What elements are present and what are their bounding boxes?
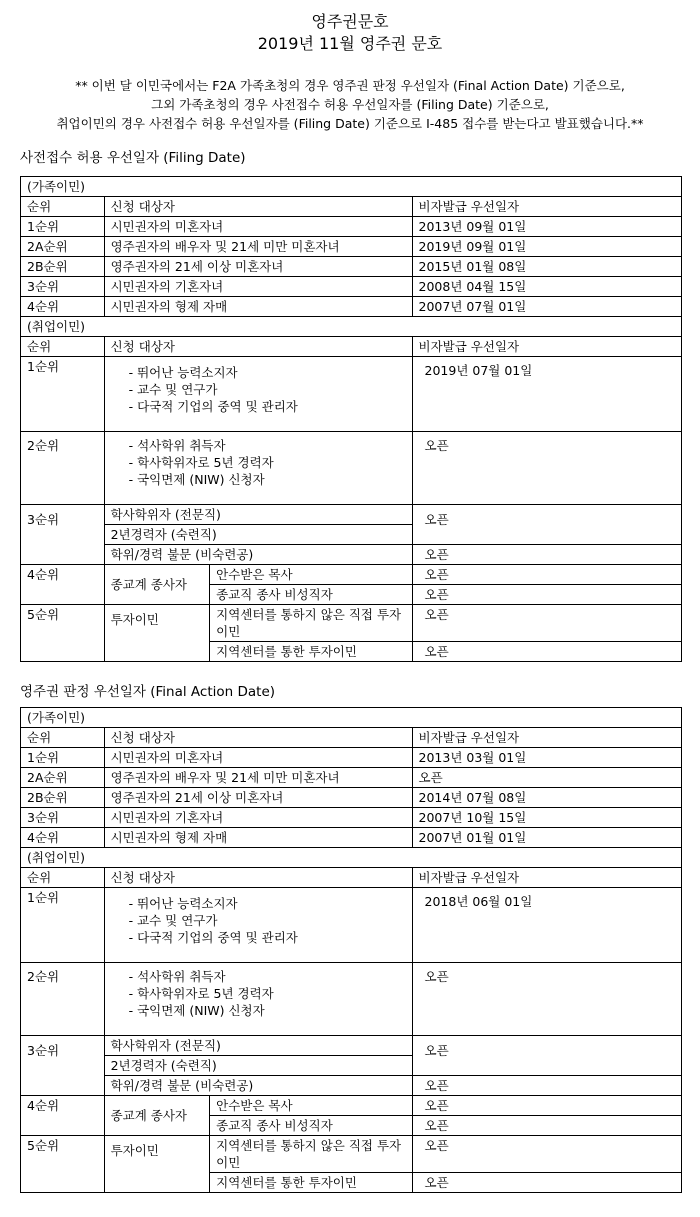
filing-table — [20, 176, 682, 662]
rank-cell: 2순위 — [21, 963, 105, 1036]
list-item: - 석사학위 취득자 — [129, 437, 406, 454]
applicant-cell: 시민권자의 미혼자녀 — [104, 748, 412, 768]
table-row — [21, 828, 682, 848]
rank-cell: 1순위 — [21, 888, 105, 963]
rank-cell: 5순위 — [21, 1136, 105, 1193]
family-label: (가족이민) — [21, 708, 682, 728]
page-subtitle: 2019년 11월 영주권 문호 — [257, 34, 443, 53]
date-cell: 2015년 01월 08일 — [412, 257, 681, 277]
group-cell: 투자이민 — [104, 605, 210, 662]
rank-cell: 3순위 — [21, 505, 105, 565]
rank-cell: 2B순위 — [21, 788, 105, 808]
applicant-cell: 시민권자의 형제 자매 — [104, 828, 412, 848]
rank-cell: 3순위 — [21, 1036, 105, 1096]
rank-cell: 4순위 — [21, 565, 105, 605]
final-section-title: 영주권 판정 우선일자 (Final Action Date) — [20, 684, 276, 700]
applicant-cell: 시민권자의 미혼자녀 — [104, 217, 412, 237]
table-row — [21, 1096, 682, 1116]
applicant-cell: 학사학위자 (전문직) — [104, 505, 412, 525]
table-row — [21, 1136, 682, 1173]
employment-label: (취업이민) — [21, 848, 682, 868]
header-row — [21, 868, 682, 888]
family-section-row — [21, 177, 682, 197]
applicant-cell: 종교직 종사 비성직자 — [210, 585, 412, 605]
family-section-row — [21, 708, 682, 728]
date-cell: 오픈 — [412, 432, 681, 505]
header-row — [21, 197, 682, 217]
applicant-cell: 시민권자의 기혼자녀 — [104, 808, 412, 828]
date-header: 비자발급 우선일자 — [412, 868, 681, 888]
rank-cell: 2B순위 — [21, 257, 105, 277]
table-row — [21, 432, 682, 505]
date-cell: 2007년 07월 01일 — [412, 297, 681, 317]
header-row — [21, 728, 682, 748]
table-row — [21, 505, 682, 525]
list-item: - 석사학위 취득자 — [129, 968, 406, 985]
rank-cell: 4순위 — [21, 297, 105, 317]
date-cell: 2018년 06월 01일 — [412, 888, 681, 963]
list-item: - 국익면제 (NIW) 신청자 — [129, 1002, 406, 1019]
date-cell: 2014년 07월 08일 — [412, 788, 681, 808]
header-row — [21, 337, 682, 357]
table-row — [21, 257, 682, 277]
table-row — [21, 217, 682, 237]
date-cell: 오픈 — [412, 1096, 681, 1116]
date-cell: 2019년 09월 01일 — [412, 237, 681, 257]
applicant-cell: 2년경력자 (숙련직) — [104, 525, 412, 545]
applicant-cell — [104, 888, 412, 963]
applicant-header: 신청 대상자 — [104, 337, 412, 357]
table-row — [21, 545, 682, 565]
applicant-cell: 시민권자의 기혼자녀 — [104, 277, 412, 297]
rank-cell: 4순위 — [21, 1096, 105, 1136]
employment-section-row — [21, 848, 682, 868]
group-cell: 투자이민 — [104, 1136, 210, 1193]
applicant-cell: 학사학위자 (전문직) — [104, 1036, 412, 1056]
applicant-cell: 영주권자의 배우자 및 21세 미만 미혼자녀 — [104, 237, 412, 257]
final-table — [20, 707, 682, 1193]
date-cell: 오픈 — [412, 605, 681, 642]
date-cell: 오픈 — [412, 642, 681, 662]
applicant-cell: 안수받은 목사 — [210, 1096, 412, 1116]
rank-cell: 2A순위 — [21, 237, 105, 257]
list-item: - 다국적 기업의 중역 및 관리자 — [129, 929, 406, 946]
date-header: 비자발급 우선일자 — [412, 337, 681, 357]
rank-cell: 2A순위 — [21, 768, 105, 788]
table-row — [21, 1076, 682, 1096]
list-item: - 교수 및 연구가 — [129, 381, 406, 398]
applicant-cell: 시민권자의 형제 자매 — [104, 297, 412, 317]
rank-cell: 4순위 — [21, 828, 105, 848]
rank-cell: 1순위 — [21, 748, 105, 768]
date-header: 비자발급 우선일자 — [412, 728, 681, 748]
applicant-cell — [104, 357, 412, 432]
table-row — [21, 788, 682, 808]
table-row — [21, 605, 682, 642]
applicant-cell: 지역센터를 통한 투자이민 — [210, 642, 412, 662]
applicant-cell: 학위/경력 불문 (비숙련공) — [104, 545, 412, 565]
date-cell: 오픈 — [412, 565, 681, 585]
rank-cell: 5순위 — [21, 605, 105, 662]
date-cell: 오픈 — [412, 963, 681, 1036]
group-cell: 종교계 종사자 — [104, 565, 210, 605]
table-row — [21, 277, 682, 297]
rank-cell: 2순위 — [21, 432, 105, 505]
applicant-cell: 지역센터를 통하지 않은 직접 투자이민 — [210, 1136, 412, 1173]
date-cell: 오픈 — [412, 545, 681, 565]
applicant-cell: 학위/경력 불문 (비숙련공) — [104, 1076, 412, 1096]
date-cell: 오픈 — [412, 585, 681, 605]
notice-line-3: 취업이민의 경우 사전접수 허용 우선일자를 (Filing Date) 기준으로 I-485 접수를 받는다고 발표했습니다.** — [56, 116, 644, 131]
rank-cell: 3순위 — [21, 277, 105, 297]
notice — [0, 76, 700, 133]
date-cell: 2019년 07월 01일 — [412, 357, 681, 432]
rank-header: 순위 — [21, 868, 105, 888]
table-row — [21, 357, 682, 432]
table-row — [21, 748, 682, 768]
page-title: 영주권문호 — [311, 12, 389, 31]
table-row — [21, 297, 682, 317]
date-header: 비자발급 우선일자 — [412, 197, 681, 217]
applicant-cell: 영주권자의 배우자 및 21세 미만 미혼자녀 — [104, 768, 412, 788]
rank-header: 순위 — [21, 728, 105, 748]
applicant-cell: 영주권자의 21세 이상 미혼자녀 — [104, 257, 412, 277]
applicant-cell: 2년경력자 (숙련직) — [104, 1056, 412, 1076]
date-cell: 2007년 10월 15일 — [412, 808, 681, 828]
family-label: (가족이민) — [21, 177, 682, 197]
date-cell: 오픈 — [412, 768, 681, 788]
date-cell: 오픈 — [412, 1076, 681, 1096]
applicant-header: 신청 대상자 — [104, 197, 412, 217]
table-row — [21, 963, 682, 1036]
filing-section-title: 사전접수 허용 우선일자 (Filing Date) — [20, 150, 246, 166]
list-item: - 국익면제 (NIW) 신청자 — [129, 471, 406, 488]
applicant-cell: 지역센터를 통하지 않은 직접 투자이민 — [210, 605, 412, 642]
table-row — [21, 237, 682, 257]
date-cell: 2013년 09월 01일 — [412, 217, 681, 237]
rank-cell: 1순위 — [21, 217, 105, 237]
date-cell: 2013년 03월 01일 — [412, 748, 681, 768]
rank-header: 순위 — [21, 197, 105, 217]
table-row — [21, 808, 682, 828]
applicant-cell — [104, 963, 412, 1036]
date-cell: 2007년 01월 01일 — [412, 828, 681, 848]
table-row — [21, 888, 682, 963]
rank-cell: 3순위 — [21, 808, 105, 828]
applicant-header: 신청 대상자 — [104, 728, 412, 748]
employment-section-row — [21, 317, 682, 337]
date-cell: 오픈 — [412, 1036, 681, 1076]
applicant-cell: 종교직 종사 비성직자 — [210, 1116, 412, 1136]
table-row — [21, 768, 682, 788]
table-row — [21, 1036, 682, 1056]
table-row — [21, 565, 682, 585]
date-cell: 오픈 — [412, 505, 681, 545]
applicant-cell: 지역센터를 통한 투자이민 — [210, 1173, 412, 1193]
applicant-cell: 안수받은 목사 — [210, 565, 412, 585]
date-cell: 2008년 04월 15일 — [412, 277, 681, 297]
applicant-cell: 영주권자의 21세 이상 미혼자녀 — [104, 788, 412, 808]
date-cell: 오픈 — [412, 1173, 681, 1193]
date-cell: 오픈 — [412, 1116, 681, 1136]
applicant-header: 신청 대상자 — [104, 868, 412, 888]
notice-line-1: ** 이번 달 이민국에서는 F2A 가족초청의 경우 영주권 판정 우선일자 (Final Action Date) 기준으로, — [75, 78, 625, 93]
list-item: - 교수 및 연구가 — [129, 912, 406, 929]
list-item: - 학사학위자로 5년 경력자 — [129, 454, 406, 471]
list-item: - 학사학위자로 5년 경력자 — [129, 985, 406, 1002]
employment-label: (취업이민) — [21, 317, 682, 337]
list-item: - 뛰어난 능력소지자 — [129, 364, 406, 381]
applicant-cell — [104, 432, 412, 505]
rank-cell: 1순위 — [21, 357, 105, 432]
list-item: - 뛰어난 능력소지자 — [129, 895, 406, 912]
date-cell: 오픈 — [412, 1136, 681, 1173]
rank-header: 순위 — [21, 337, 105, 357]
notice-line-2: 그외 가족초청의 경우 사전접수 허용 우선일자를 (Filing Date) 기준으로, — [151, 97, 549, 112]
list-item: - 다국적 기업의 중역 및 관리자 — [129, 398, 406, 415]
group-cell: 종교계 종사자 — [104, 1096, 210, 1136]
